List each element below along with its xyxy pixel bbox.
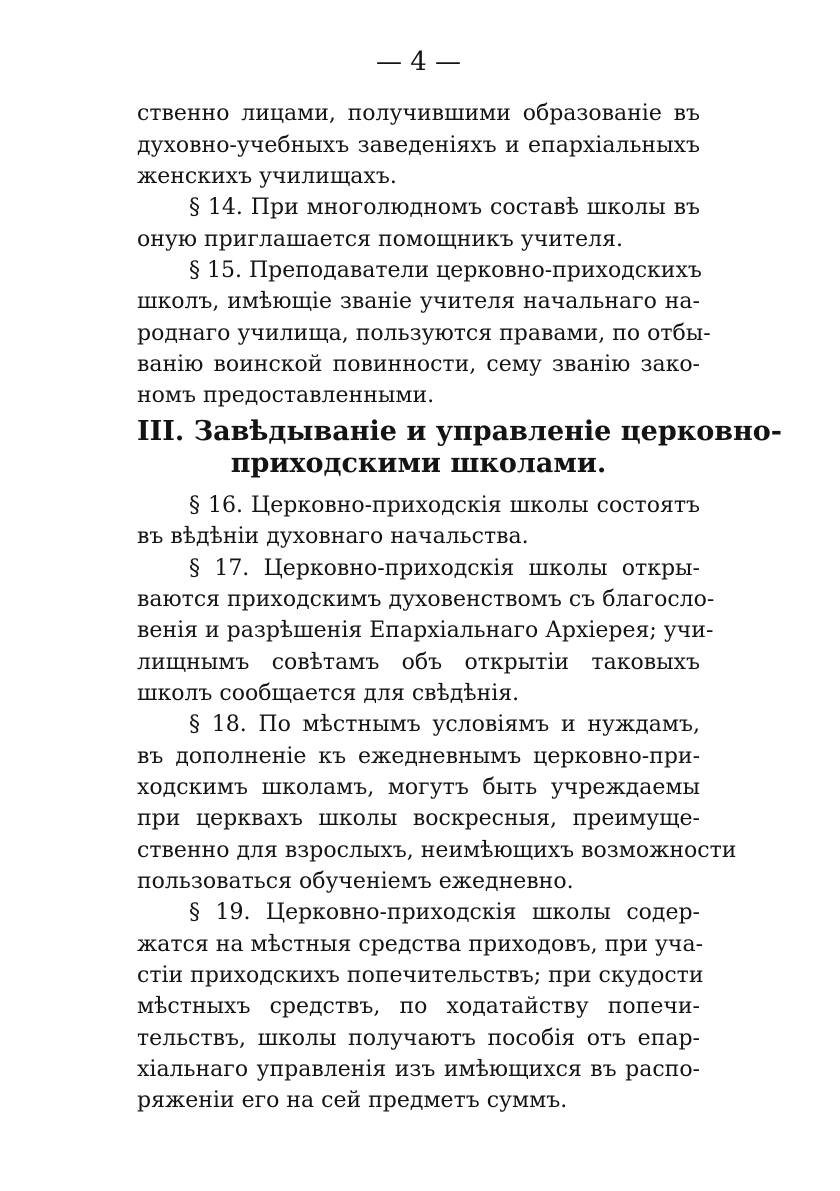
text-line: стіи приходскихъ попечительствъ; при скудости	[137, 963, 704, 988]
text-line: роднаго училища, пользуются правами, по отбы-	[137, 321, 711, 346]
text-line: женскихъ училищахъ.	[137, 164, 397, 189]
text-line: жатся на мѣстныя средства приходовъ, при уча-	[137, 932, 704, 957]
page-number: — 4 —	[375, 47, 462, 77]
text-line: хіальнаго управленія изъ имѣющихся въ распо-	[137, 1057, 700, 1082]
text-line: § 16. Церковно-приходскія школы состоятъ	[189, 493, 700, 518]
text-line: мѣстныхъ средствъ, по ходатайству попечи-	[137, 994, 700, 1019]
text-line: § 17. Церковно-приходскія школы откры-	[189, 556, 700, 581]
text-line: въ дополненіе къ ежедневнымъ церковно-при-	[137, 744, 700, 769]
text-line: ходскимъ школамъ, могутъ быть учреждаемы	[137, 775, 700, 800]
text-line: ственно для взрослыхъ, неимѣющихъ возможности	[137, 838, 737, 863]
text-line: § 14. При многолюдномъ составѣ школы въ	[189, 195, 700, 220]
text-line: при церквахъ школы воскресныя, преимуще-	[137, 806, 700, 831]
text-line: школъ, имѣющіе званіе учителя начальнаго на-	[137, 289, 700, 314]
text-line: номъ предоставленными.	[137, 383, 435, 408]
text-line: лищнымъ совѣтамъ объ открытіи таковыхъ	[137, 650, 700, 675]
text-line: въ вѣдѣніи духовнаго начальства.	[137, 524, 529, 549]
text-line: § 18. По мѣстнымъ условіямъ и нуждамъ,	[189, 712, 700, 737]
text-line: тельствъ, школы получаютъ пособія отъ епар-	[137, 1026, 700, 1051]
text-line: ственно лицами, получившими образованіе въ	[137, 101, 700, 126]
text-line: оную приглашается помощникъ учителя.	[137, 227, 623, 252]
text-line: венія и разрѣшенія Епархіальнаго Архіерея; учи-	[137, 618, 714, 643]
text-line: ряженіи его на сей предметъ суммъ.	[137, 1088, 568, 1113]
text-line: школъ сообщается для свѣдѣнія.	[137, 681, 520, 706]
text-line: ванію воинской повинности, сему званію зако-	[137, 352, 700, 377]
section-heading-line: приходскими школами.	[230, 448, 607, 479]
text-line: пользоваться обученіемъ ежедневно.	[137, 869, 574, 894]
text-line: § 15. Преподаватели церковно-приходскихъ	[189, 258, 702, 283]
text-line: § 19. Церковно-приходскія школы содер-	[189, 900, 700, 925]
text-line: ваются приходскимъ духовенствомъ съ благосло-	[137, 587, 715, 612]
text-line: духовно-учебныхъ заведеніяхъ и епархіальныхъ	[137, 133, 700, 158]
section-heading-line: III. Завѣдываніе и управленіе церковно-	[137, 416, 782, 447]
